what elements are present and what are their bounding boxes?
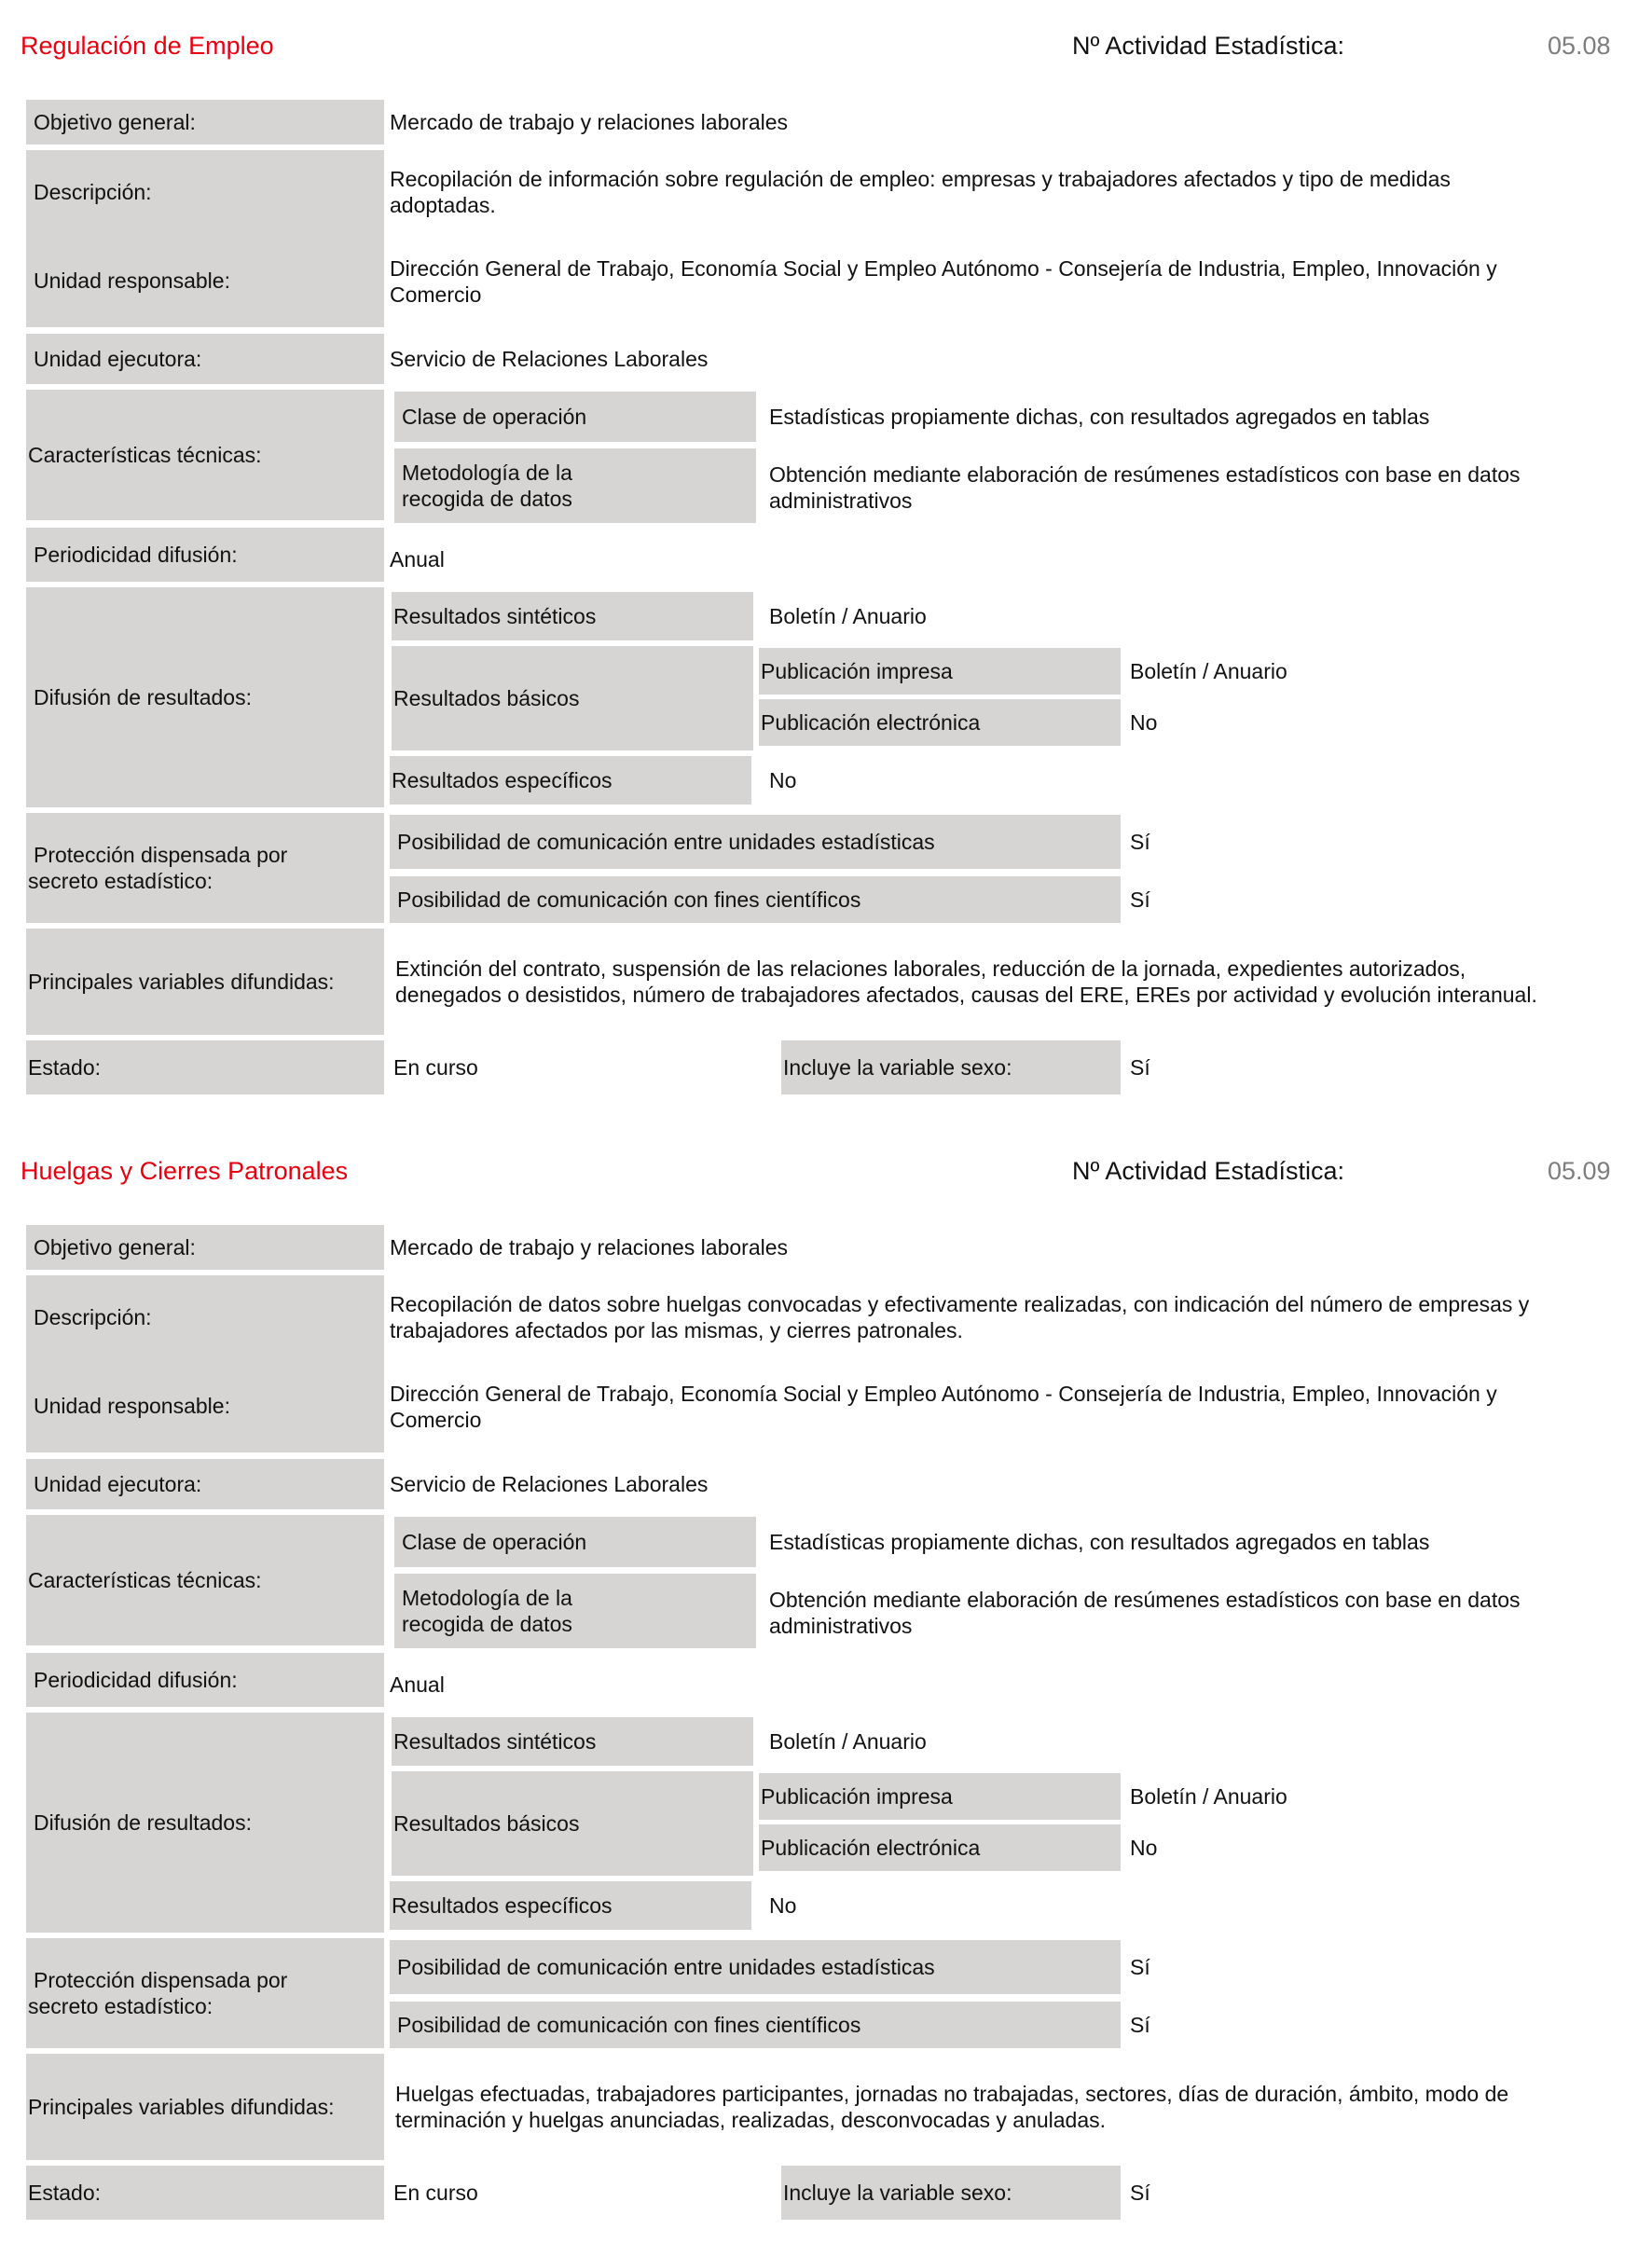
variables-label: Principales variables difundidas: <box>26 929 384 1035</box>
clase-operacion-value: Estadísticas propiamente dichas, con resultados agregados en tablas <box>769 1530 1430 1554</box>
unidad-responsable-label: Unidad responsable: <box>34 268 230 293</box>
unidad-ejecutora-label: Unidad ejecutora: <box>26 334 384 384</box>
posib-unidades-value: Sí <box>1130 1955 1150 1979</box>
periodicidad-label: Periodicidad difusión: <box>26 1653 384 1707</box>
especificos-value: No <box>769 768 797 792</box>
descripcion-unidad-block <box>26 150 384 327</box>
sinteticos-value: Boletín / Anuario <box>769 1729 927 1754</box>
caracteristicas-label: Características técnicas: <box>26 1515 384 1645</box>
periodicidad-value: Anual <box>390 1672 445 1697</box>
unidad-ejecutora-value: Servicio de Relaciones Laborales <box>390 347 709 371</box>
unidad-responsable-value: Dirección General de Trabajo, Economía Social y Empleo Autónomo - Consejería de Industria, Empleo, Innovación y Comercio <box>390 1382 1497 1432</box>
estado-label: Estado: <box>26 2166 384 2220</box>
pub-electronica-value: No <box>1130 1836 1158 1860</box>
sinteticos-label: Resultados sintéticos <box>392 1717 753 1766</box>
periodicidad-label: Periodicidad difusión: <box>26 528 384 582</box>
clase-operacion-value: Estadísticas propiamente dichas, con resultados agregados en tablas <box>769 405 1430 429</box>
pub-impresa-value: Boletín / Anuario <box>1130 1784 1287 1809</box>
sinteticos-label: Resultados sintéticos <box>392 592 753 640</box>
activity-sheet <box>0 0 1652 1128</box>
objetivo-value: Mercado de trabajo y relaciones laborales <box>390 110 789 134</box>
clase-operacion-label: Clase de operación <box>394 1517 756 1567</box>
unidad-ejecutora-value: Servicio de Relaciones Laborales <box>390 1472 709 1496</box>
posib-unidades-label: Posibilidad de comunicación entre unidades estadísticas <box>390 1940 1121 1994</box>
unidad-responsable-label: Unidad responsable: <box>34 1394 230 1418</box>
pub-impresa-value: Boletín / Anuario <box>1130 659 1287 683</box>
periodicidad-value: Anual <box>390 547 445 571</box>
posib-cientificos-value: Sí <box>1130 888 1150 912</box>
proteccion-label: Protección dispensada por secreto estadístico: <box>26 813 384 923</box>
metodologia-label: Metodología de la recogida de datos <box>394 448 756 523</box>
activity-number: 05.08 <box>1548 32 1611 60</box>
descripcion-unidad-block <box>26 1275 384 1452</box>
pub-electronica-value: No <box>1130 710 1158 735</box>
activity-title: Huelgas y Cierres Patronales <box>21 1157 349 1185</box>
activity-sheet <box>0 1125 1652 2253</box>
variables-value: Huelgas efectuadas, trabajadores participantes, jornadas no trabajadas, sectores, días de duración, ámbito, modo de terminación y huelgas anunciadas, realizadas, desconvocadas y anuladas. <box>395 2082 1509 2132</box>
objetivo-label: Objetivo general: <box>26 1225 384 1270</box>
activity-number: 05.09 <box>1548 1157 1611 1185</box>
posib-unidades-value: Sí <box>1130 830 1150 854</box>
unidad-responsable-value: Dirección General de Trabajo, Economía Social y Empleo Autónomo - Consejería de Industria, Empleo, Innovación y Comercio <box>390 256 1497 307</box>
descripcion-value: Recopilación de datos sobre huelgas convocadas y efectivamente realizadas, con indicación del número de empresas y trabajadores afectados por las mismas, y cierres patronales. <box>390 1292 1530 1342</box>
descripcion-value: Recopilación de información sobre regulación de empleo: empresas y trabajadores afectados y tipo de medidas adoptadas. <box>390 167 1451 217</box>
posib-cientificos-label: Posibilidad de comunicación con fines científicos <box>390 876 1121 923</box>
sinteticos-value: Boletín / Anuario <box>769 604 927 628</box>
proteccion-label: Protección dispensada por secreto estadístico: <box>26 1938 384 2048</box>
caracteristicas-label: Características técnicas: <box>26 390 384 520</box>
clase-operacion-label: Clase de operación <box>394 392 756 442</box>
especificos-value: No <box>769 1893 797 1918</box>
basicos-label: Resultados básicos <box>392 1771 753 1876</box>
basicos-label: Resultados básicos <box>392 646 753 750</box>
posib-cientificos-label: Posibilidad de comunicación con fines científicos <box>390 2002 1121 2048</box>
objetivo-value: Mercado de trabajo y relaciones laborales <box>390 1235 789 1259</box>
posib-cientificos-value: Sí <box>1130 2013 1150 2037</box>
incluye-sexo-label: Incluye la variable sexo: <box>781 1040 1121 1094</box>
activity-number-label: Nº Actividad Estadística: <box>1072 1157 1344 1185</box>
especificos-label: Resultados específicos <box>390 1881 751 1930</box>
difusion-label: Difusión de resultados: <box>26 587 384 807</box>
metodologia-value: Obtención mediante elaboración de resúmenes estadísticos con base en datos administrativos <box>769 1588 1521 1638</box>
unidad-ejecutora-label: Unidad ejecutora: <box>26 1459 384 1509</box>
especificos-label: Resultados específicos <box>390 756 751 805</box>
pub-electronica-label: Publicación electrónica <box>759 1824 1121 1871</box>
objetivo-label: Objetivo general: <box>26 100 384 145</box>
activity-title: Regulación de Empleo <box>21 32 274 60</box>
incluye-sexo-label: Incluye la variable sexo: <box>781 2166 1121 2220</box>
descripcion-label: Descripción: <box>34 180 152 204</box>
posib-unidades-label: Posibilidad de comunicación entre unidades estadísticas <box>390 815 1121 869</box>
incluye-sexo-value: Sí <box>1130 1055 1150 1080</box>
variables-value: Extinción del contrato, suspensión de las relaciones laborales, reducción de la jornada, expedientes autorizados, denegados o desistidos, número de trabajadores afectados, causas del ERE, EREs por actividad y evolución interanual. <box>395 956 1537 1007</box>
estado-label: Estado: <box>26 1040 384 1094</box>
estado-value: En curso <box>393 2181 478 2205</box>
estado-value: En curso <box>393 1055 478 1080</box>
pub-electronica-label: Publicación electrónica <box>759 699 1121 746</box>
descripcion-label: Descripción: <box>34 1305 152 1329</box>
variables-label: Principales variables difundidas: <box>26 2054 384 2160</box>
activity-number-label: Nº Actividad Estadística: <box>1072 32 1344 60</box>
pub-impresa-label: Publicación impresa <box>759 648 1121 695</box>
incluye-sexo-value: Sí <box>1130 2181 1150 2205</box>
difusion-label: Difusión de resultados: <box>26 1713 384 1933</box>
pub-impresa-label: Publicación impresa <box>759 1773 1121 1820</box>
metodologia-value: Obtención mediante elaboración de resúmenes estadísticos con base en datos administrativos <box>769 462 1521 513</box>
metodologia-label: Metodología de la recogida de datos <box>394 1574 756 1648</box>
